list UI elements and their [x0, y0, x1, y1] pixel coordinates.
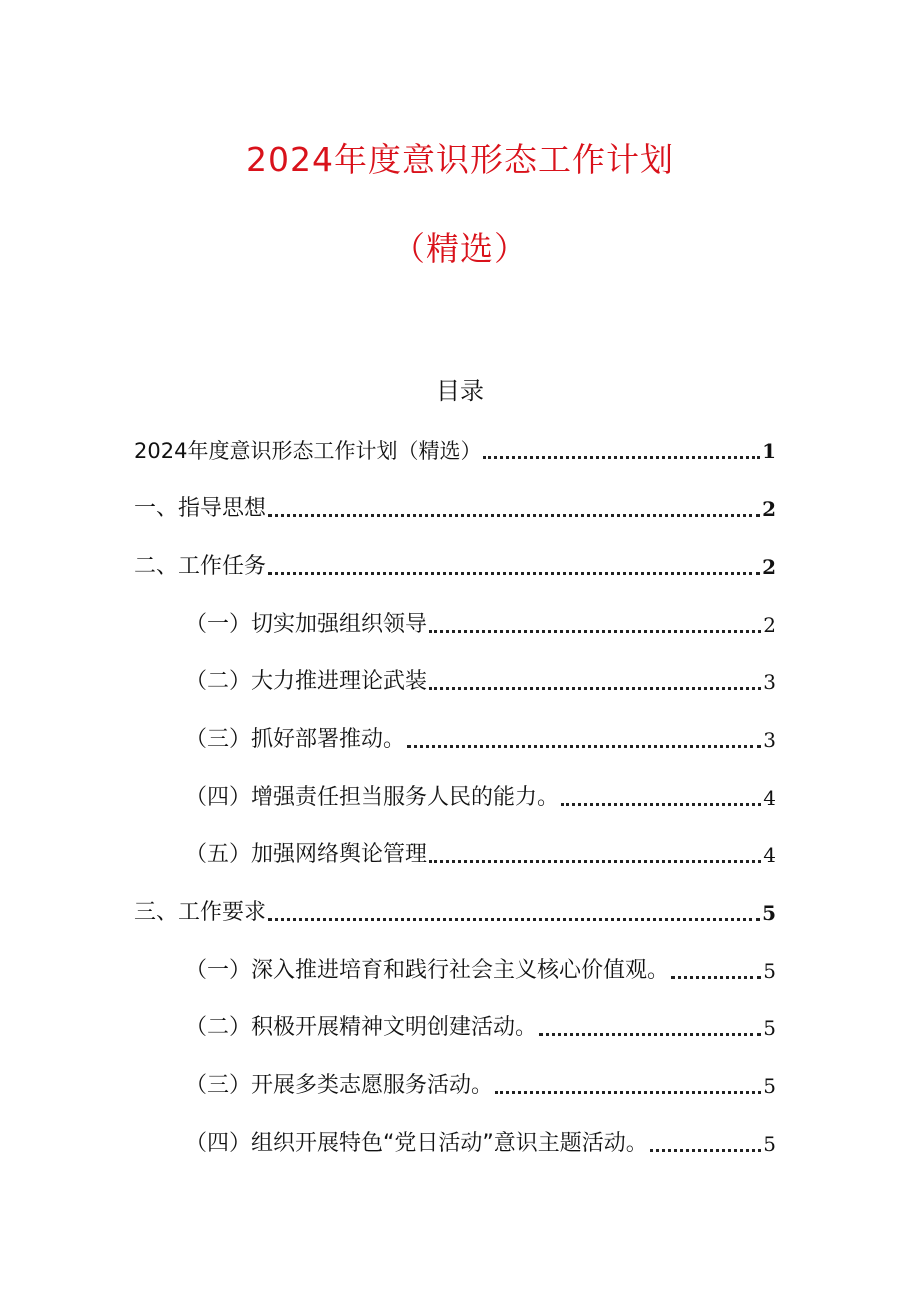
toc-leader-dots [539, 1033, 761, 1036]
toc-leader-dots [671, 976, 761, 979]
toc-leader-dots [429, 630, 761, 633]
toc-entry-page: 3 [763, 728, 776, 752]
toc-leader-dots [268, 514, 760, 517]
toc-entry-label: 一、指导思想 [134, 496, 267, 521]
toc-entry-label: （四）增强责任担当服务人民的能力。 [185, 785, 560, 810]
toc-entry-label: （三）开展多类志愿服务活动。 [185, 1073, 494, 1098]
toc-entry-page: 2 [762, 555, 776, 579]
toc-leader-dots [268, 918, 760, 921]
toc-entry-page: 3 [763, 670, 776, 694]
toc-entry-label: （五）加强网络舆论管理 [185, 842, 428, 867]
toc-entry-page: 1 [762, 439, 776, 463]
toc-leader-dots [495, 1091, 761, 1094]
toc-entry-label: （三）抓好部署推动。 [185, 727, 406, 752]
toc-leader-dots [407, 745, 761, 748]
toc-leader-dots [429, 860, 761, 863]
toc-entry[interactable] [0, 494, 776, 524]
toc-leader-dots [650, 1149, 761, 1152]
toc-entry[interactable] [0, 898, 776, 928]
toc-entry[interactable] [0, 783, 776, 813]
toc-entry[interactable] [0, 1129, 776, 1159]
toc-entry-page: 5 [763, 1016, 776, 1040]
toc-entry-label: 2024年度意识形态工作计划（精选） [134, 439, 482, 463]
toc-entry-label: （二）大力推进理论武装 [185, 669, 428, 694]
toc-entry-label: （二）积极开展精神文明创建活动。 [185, 1015, 538, 1040]
toc-entry[interactable] [0, 1013, 776, 1043]
document-subtitle: （精选） [392, 229, 528, 268]
toc-entry-label: （四）组织开展特色“党日活动”意识主题活动。 [185, 1131, 648, 1156]
toc-leader-dots [561, 803, 761, 806]
toc-entry[interactable] [0, 956, 776, 986]
toc-entry[interactable] [0, 610, 776, 640]
toc-entry[interactable] [0, 436, 776, 466]
toc-leader-dots [483, 456, 760, 459]
toc-entry-page: 2 [762, 497, 776, 521]
toc-entry-page: 4 [763, 843, 776, 867]
toc-entry[interactable] [0, 725, 776, 755]
toc-entry-page: 2 [763, 613, 776, 637]
toc-leader-dots [268, 572, 760, 575]
toc-entry-label: 二、工作任务 [134, 554, 267, 579]
toc-heading: 目录 [436, 377, 484, 405]
toc-entry-page: 5 [763, 959, 776, 983]
toc-entry-page: 5 [763, 1074, 776, 1098]
toc-entry-page: 4 [763, 786, 776, 810]
toc-entry-page: 5 [762, 901, 776, 925]
toc-entry-label: （一）深入推进培育和践行社会主义核心价值观。 [185, 958, 670, 983]
toc-entry[interactable] [0, 840, 776, 870]
toc-entry[interactable] [0, 667, 776, 697]
toc-entry[interactable] [0, 552, 776, 582]
toc-entry[interactable] [0, 1071, 776, 1101]
document-title: 2024年度意识形态工作计划 [246, 140, 674, 179]
toc-entry-label: 三、工作要求 [134, 900, 267, 925]
toc-entry-label: （一）切实加强组织领导 [185, 612, 428, 637]
toc-entry-page: 5 [763, 1132, 776, 1156]
toc-leader-dots [429, 687, 761, 690]
